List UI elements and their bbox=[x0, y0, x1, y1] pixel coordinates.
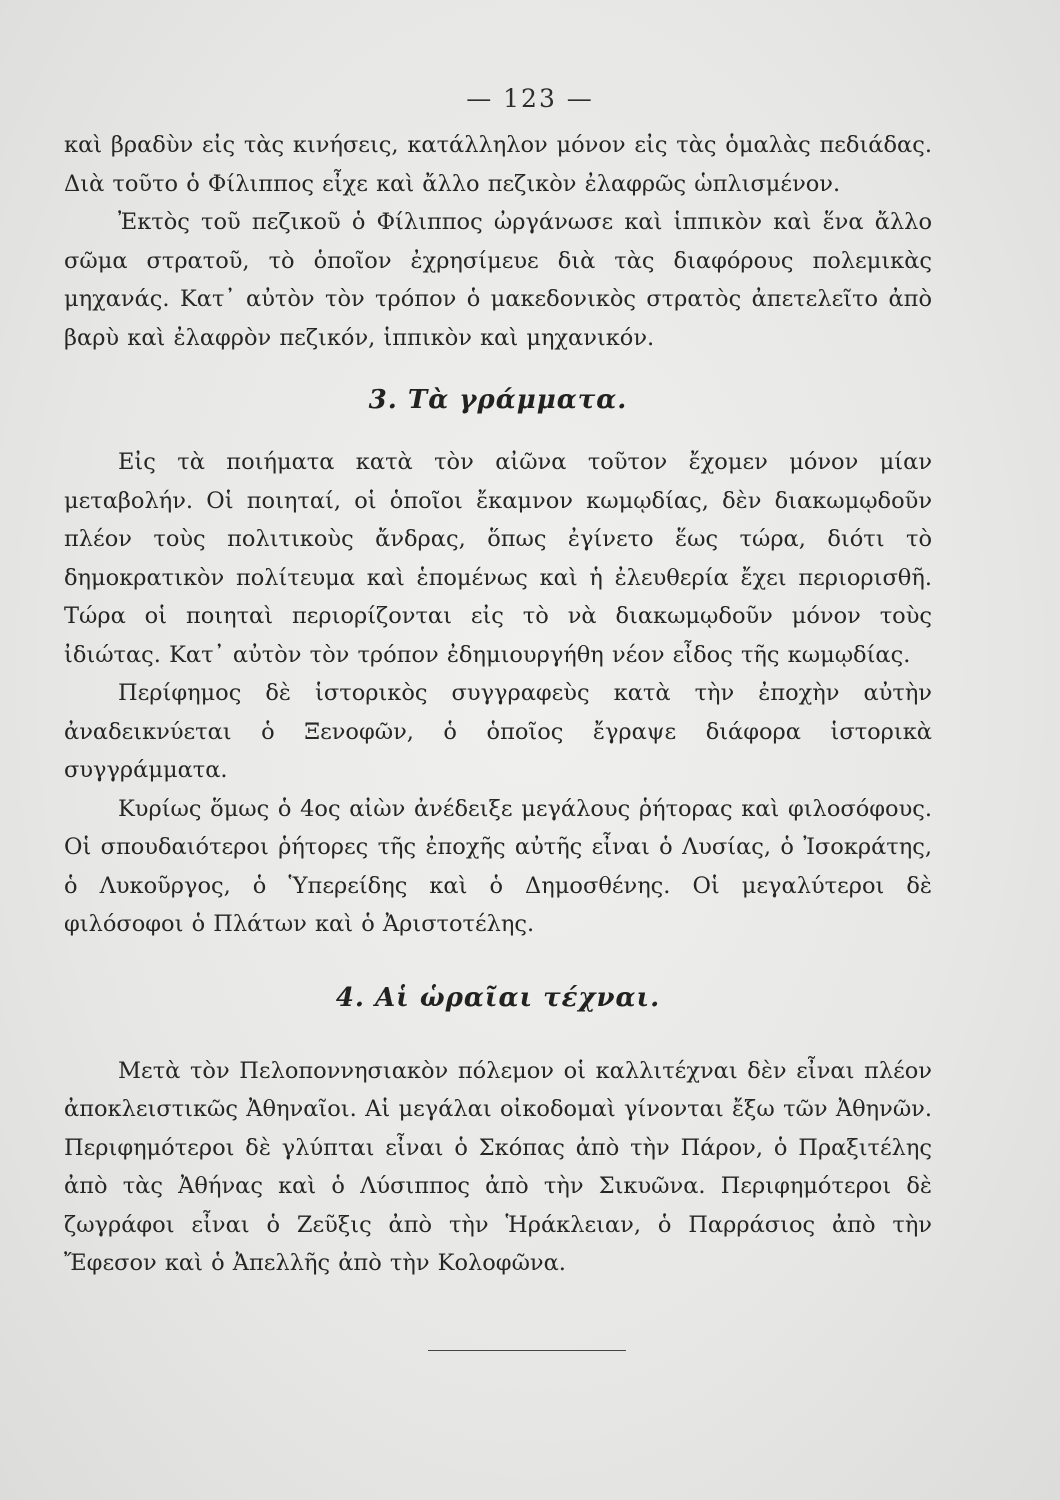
paragraph-historian: Περίφημος δὲ ἱστορικὸς συγγραφεὺς κατὰ τὴν ἐποχὴν αὐτὴν ἀναδεικνύεται ὁ Ξενοφῶν, ὁ ὁποῖος ἔγραψε διάφορα ἱστορικὰ συγγράμματα. bbox=[64, 680, 932, 783]
section-heading-letters: 3. Τὰ γράμματα. bbox=[368, 385, 628, 415]
section-heading-fine-arts: 4. Αἱ ὡραῖαι τέχναι. bbox=[335, 982, 661, 1013]
page-body bbox=[64, 126, 932, 1283]
end-divider bbox=[428, 1350, 626, 1351]
paragraph-orators: Κυρίως ὅμως ὁ 4ος αἰὼν ἀνέδειξε μεγάλους ῥήτορας καὶ φιλοσόφους. Οἱ σπουδαιότεροι ῥήτορες τῆς ἐποχῆς αὐτῆς εἶναι ὁ Λυσίας, ὁ Ἰσοκράτης, ὁ Λυκοῦργος, ὁ Ὑπερείδης καὶ ὁ Δημοσθένης. Οἱ μεγαλύτεροι δὲ φιλόσοφοι ὁ Πλάτων καὶ ὁ Ἀριστοτέλης. bbox=[64, 795, 932, 937]
paragraph-continuation: καὶ βραδὺν εἰς τὰς κινήσεις, κατάλληλον μόνον εἰς τὰς ὁμαλὰς πεδιάδας. Διὰ τοῦτο ὁ Φίλιππος εἶχε καὶ ἄλλο πεζικὸν ἐλαφρῶς ὡπλισμένον. bbox=[64, 132, 932, 197]
paragraph-artists: Μετὰ τὸν Πελοποννησιακὸν πόλεμον οἱ καλλιτέχναι δὲν εἶναι πλέον ἀποκλειστικῶς Ἀθηναῖοι. Αἱ μεγάλαι οἰκοδομαὶ γίνονται ἔξω τῶν Ἀθηνῶν. Περιφημότεροι δὲ γλύπται εἶναι ὁ Σκόπας ἀπὸ τὴν Πάρον, ὁ Πραξιτέλης ἀπὸ τὰς Ἀθήνας καὶ ὁ Λύσιππος ἀπὸ τὴν Σικυῶνα. Περιφημότεροι δὲ ζωγράφοι εἶναι ὁ Ζεῦξις ἀπὸ τὴν Ἡράκλειαν, ὁ Παρράσιος ἀπὸ τὴν Ἔφεσον καὶ ὁ Ἀπελλῆς ἀπὸ τὴν Κολοφῶνα. bbox=[64, 1057, 932, 1276]
page-number: — 123 — bbox=[466, 84, 594, 113]
paragraph-comedy: Εἰς τὰ ποιήματα κατὰ τὸν αἰῶνα τοῦτον ἔχομεν μόνον μίαν μεταβολήν. Οἱ ποιηταί, οἱ ὁποῖοι ἔκαμνον κωμῳδίας, δὲν διακωμῳδοῦν πλέον τοὺς πολιτικοὺς ἄνδρας, ὅπως ἐγίνετο ἕως τώρα, διότι τὸ δημοκρατικὸν πολίτευμα καὶ ἑπομένως καὶ ἡ ἐλευθερία ἔχει περιορισθῆ. Τώρα οἱ ποιηταὶ περιορίζονται εἰς τὸ νὰ διακωμῳδοῦν μόνον τοὺς ἰδιώτας. Κατ᾽ αὐτὸν τὸν τρόπον ἐδημιουργήθη νέον εἶδος τῆς κωμῳδίας. bbox=[64, 449, 932, 668]
paragraph-army: Ἐκτὸς τοῦ πεζικοῦ ὁ Φίλιππος ὠργάνωσε καὶ ἱππικὸν καὶ ἕνα ἄλλο σῶμα στρατοῦ, τὸ ὁποῖον ἐχρησίμευε διὰ τὰς διαφόρους πολεμικὰς μηχανάς. Κατ᾽ αὐτὸν τὸν τρόπον ὁ μακεδονικὸς στρατὸς ἀπετελεῖτο ἀπὸ βαρὺ καὶ ἐλαφρὸν πεζικόν, ἱππικὸν καὶ μηχανικόν. bbox=[64, 209, 932, 351]
